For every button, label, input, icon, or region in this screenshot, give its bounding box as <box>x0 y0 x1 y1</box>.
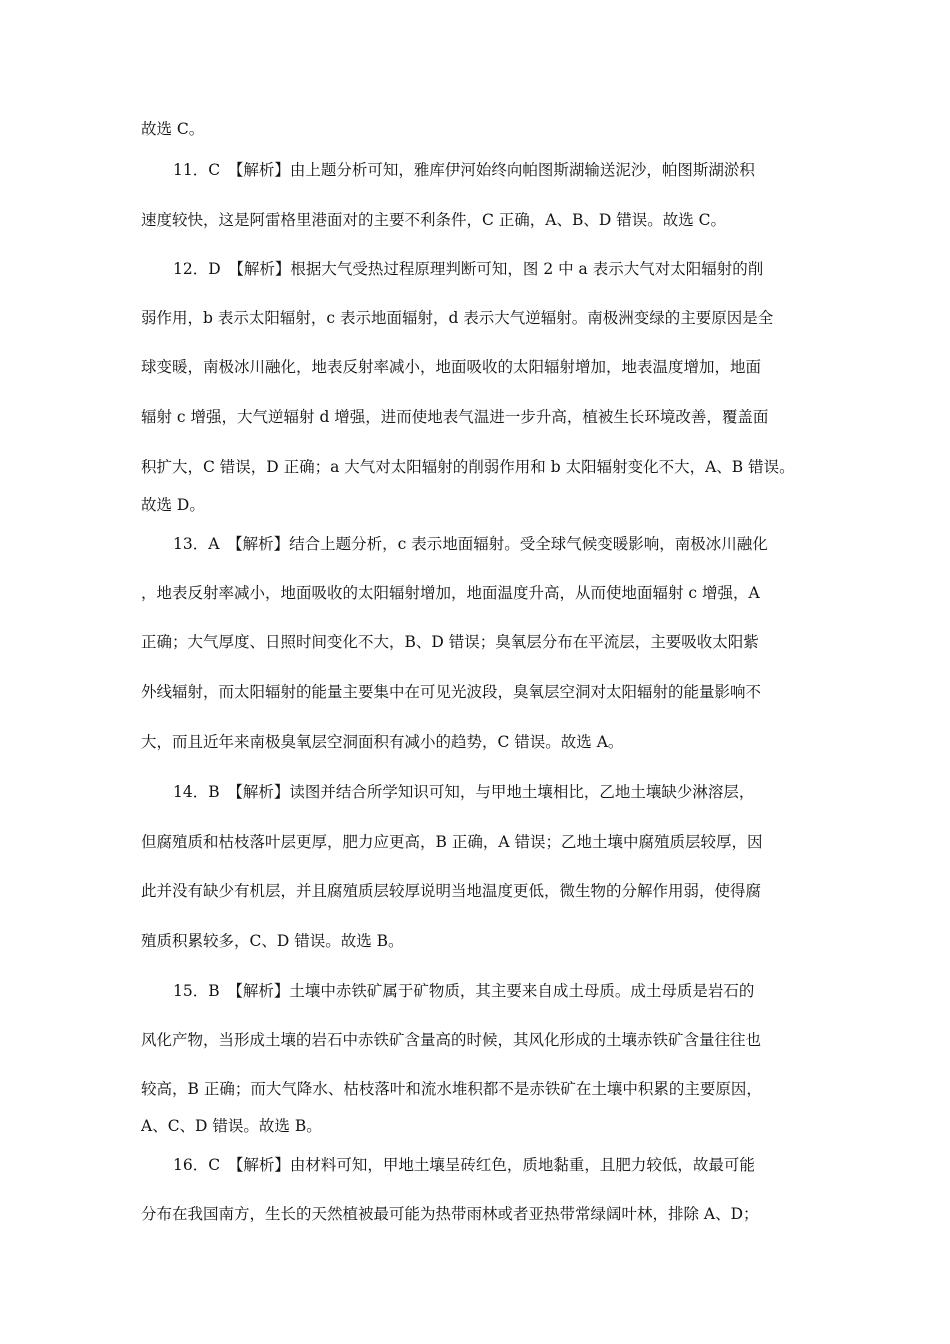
text-line: 14．B 【解析】读图并结合所学知识可知，与甲地土壤相比，乙地土壤缺少淋溶层， <box>173 783 755 801</box>
text-line: 积扩大，C 错误，D 正确；a 大气对太阳辐射的削弱作用和 b 太阳辐射变化不大，A、B 错误。 <box>141 458 795 476</box>
text-line: 15．B 【解析】土壤中赤铁矿属于矿物质，其主要来自成土母质。成土母质是岩石的 <box>173 982 755 1000</box>
text-line: 辐射 c 增强，大气逆辐射 d 增强，进而使地表气温进一步升高，植被生长环境改善，覆盖面 <box>141 408 769 426</box>
text-line: 正确；大气厚度、日照时间变化不大，B、D 错误；臭氧层分布在平流层，主要吸收太阳紫 <box>141 633 759 651</box>
text-line: 16．C 【解析】由材料可知，甲地土壤呈砖红色，质地黏重，且肥力较低，故最可能 <box>173 1156 755 1174</box>
text-line: A、C、D 错误。故选 B。 <box>141 1117 322 1135</box>
text-line: 球变暖，南极冰川融化，地表反射率减小，地面吸收的太阳辐射增加，地表温度增加，地面 <box>141 358 762 376</box>
text-line: 较高，B 正确；而大气降水、枯枝落叶和流水堆积都不是赤铁矿在土壤中积累的主要原因， <box>141 1080 762 1098</box>
text-line: 12．D 【解析】根据大气受热过程原理判断可知，图 2 中 a 表示大气对太阳辐射的削 <box>173 260 764 278</box>
text-line: 殖质积累较多，C、D 错误。故选 B。 <box>141 932 404 950</box>
text-line: 分布在我国南方，生长的天然植被最可能为热带雨林或者亚热带常绿阔叶林，排除 A、D； <box>141 1205 759 1223</box>
text-line: 13．A 【解析】结合上题分析，c 表示地面辐射。受全球气候变暖影响，南极冰川融化 <box>173 535 768 553</box>
text-line: 但腐殖质和枯枝落叶层更厚，肥力应更高，B 正确，A 错误；乙地土壤中腐殖质层较厚，因 <box>141 833 763 851</box>
text-line: 11．C 【解析】由上题分析可知，雅库伊河始终向帕图斯湖输送泥沙，帕图斯湖淤积 <box>173 161 755 179</box>
text-line: ，地表反射率减小，地面吸收的太阳辐射增加，地面温度升高，从而使地面辐射 c 增强，A <box>141 584 760 602</box>
text-line: 大，而且近年来南极臭氧层空洞面积有减小的趋势，C 错误。故选 A。 <box>141 733 624 751</box>
text-line: 风化产物，当形成土壤的岩石中赤铁矿含量高的时候，其风化形成的土壤赤铁矿含量往往也 <box>141 1031 762 1049</box>
text-line: 故选 C。 <box>141 120 205 138</box>
text-line: 外线辐射，而太阳辐射的能量主要集中在可见光波段，臭氧层空洞对太阳辐射的能量影响不 <box>141 683 762 701</box>
text-line: 此并没有缺少有机层，并且腐殖质层较厚说明当地温度更低，微生物的分解作用弱，使得腐 <box>141 882 762 900</box>
text-line: 弱作用，b 表示太阳辐射，c 表示地面辐射，d 表示大气逆辐射。南极洲变绿的主要原因是全 <box>141 309 774 327</box>
text-line: 故选 D。 <box>141 496 205 514</box>
text-line: 速度较快，这是阿雷格里港面对的主要不利条件，C 正确，A、B、D 错误。故选 C。 <box>141 211 727 229</box>
